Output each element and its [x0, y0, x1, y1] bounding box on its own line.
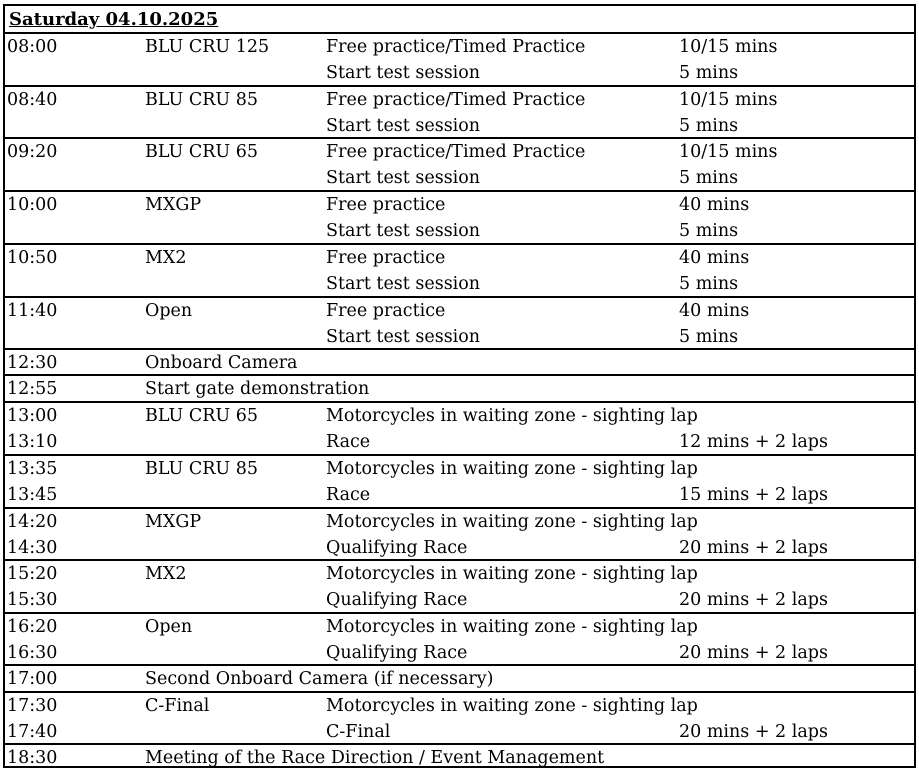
duration-cell: 15 mins + 2 laps [679, 485, 828, 505]
duration-cell: 10/15 mins [679, 90, 778, 110]
schedule-row [5, 640, 914, 666]
time-cell: 17:30 [7, 696, 58, 716]
class-cell: BLU CRU 65 [145, 406, 258, 426]
time-cell: 17:00 [7, 669, 58, 689]
session-cell: Start test session [326, 116, 481, 136]
duration-cell: 20 mins + 2 laps [679, 722, 828, 742]
duration-cell: 40 mins [679, 195, 750, 215]
time-cell: 10:50 [7, 248, 58, 268]
time-cell: 08:40 [7, 90, 58, 110]
schedule-row [5, 745, 914, 769]
duration-cell: 5 mins [679, 274, 739, 294]
session-cell: Motorcycles in waiting zone - sighting lap [326, 617, 698, 637]
class-cell: BLU CRU 85 [145, 90, 258, 110]
time-cell: 18:30 [7, 748, 58, 768]
duration-cell: 5 mins [679, 327, 739, 347]
schedule-row [5, 509, 914, 535]
session-cell: Start test session [326, 63, 481, 83]
duration-cell: 5 mins [679, 63, 739, 83]
class-cell: MXGP [145, 195, 202, 215]
schedule-row [5, 34, 914, 60]
session-cell: Motorcycles in waiting zone - sighting lap [326, 696, 698, 716]
schedule-row [5, 245, 914, 271]
duration-cell: 40 mins [679, 248, 750, 268]
session-cell: Free practice [326, 248, 446, 268]
class-cell: Open [145, 301, 193, 321]
schedule-block [5, 190, 914, 243]
duration-cell: 5 mins [679, 168, 739, 188]
class-cell: C-Final [145, 696, 210, 716]
session-cell: Qualifying Race [326, 590, 468, 610]
session-cell: Start test session [326, 327, 481, 347]
schedule-row [5, 271, 914, 297]
class-cell: MX2 [145, 248, 187, 268]
time-cell: 15:20 [7, 564, 58, 584]
time-cell: 14:20 [7, 512, 58, 532]
schedule-block [5, 137, 914, 190]
schedule-block [5, 243, 914, 296]
schedule-row [5, 60, 914, 86]
duration-cell: 5 mins [679, 221, 739, 241]
schedule-block [5, 296, 914, 348]
session-cell: Free practice [326, 301, 446, 321]
time-cell: 12:30 [7, 353, 58, 373]
schedule-block [5, 454, 914, 507]
duration-cell: 40 mins [679, 301, 750, 321]
time-cell: 17:40 [7, 722, 58, 742]
schedule-block [5, 401, 914, 454]
schedule-block [5, 507, 914, 559]
schedule-row [5, 376, 914, 400]
class-cell: MX2 [145, 564, 187, 584]
schedule-row [5, 113, 914, 139]
session-cell: Free practice/Timed Practice [326, 142, 586, 162]
schedule-block [5, 612, 914, 664]
class-cell: Open [145, 617, 193, 637]
time-cell: 12:55 [7, 379, 58, 399]
time-cell: 09:20 [7, 142, 58, 162]
schedule-row [5, 324, 914, 350]
time-cell: 14:30 [7, 538, 58, 558]
schedule-block [5, 85, 914, 137]
schedule-row [5, 350, 914, 374]
class-cell: MXGP [145, 512, 202, 532]
schedule-block [5, 559, 914, 612]
session-cell: Free practice/Timed Practice [326, 90, 586, 110]
session-cell: Motorcycles in waiting zone - sighting lap [326, 512, 698, 532]
duration-cell: 20 mins + 2 laps [679, 643, 828, 663]
schedule-block [5, 374, 914, 401]
duration-cell: 20 mins + 2 laps [679, 538, 828, 558]
session-cell: Start test session [326, 274, 481, 294]
schedule-row [5, 614, 914, 640]
schedule-row [5, 693, 914, 719]
schedule-block [5, 691, 914, 743]
schedule-row [5, 192, 914, 218]
schedule-row [5, 165, 914, 191]
time-cell: 13:35 [7, 459, 58, 479]
duration-cell: 20 mins + 2 laps [679, 590, 828, 610]
time-cell: 15:30 [7, 590, 58, 610]
session-cell: Qualifying Race [326, 643, 468, 663]
schedule-row [5, 87, 914, 113]
session-cell: Race [326, 432, 371, 452]
duration-cell: 10/15 mins [679, 37, 778, 57]
class-cell: Meeting of the Race Direction / Event Management [145, 748, 605, 768]
class-cell: Onboard Camera [145, 353, 298, 373]
schedule-row [5, 535, 914, 561]
schedule-row [5, 403, 914, 429]
time-cell: 08:00 [7, 37, 58, 57]
schedule-block [5, 664, 914, 691]
schedule-row [5, 482, 914, 508]
time-cell: 10:00 [7, 195, 58, 215]
schedule-row [5, 456, 914, 482]
schedule-block [5, 348, 914, 374]
schedule-block [5, 32, 914, 85]
duration-cell: 12 mins + 2 laps [679, 432, 828, 452]
schedule-row [5, 719, 914, 745]
duration-cell: 10/15 mins [679, 142, 778, 162]
duration-cell: 5 mins [679, 116, 739, 136]
schedule-date-title: Saturday 04.10.2025 [9, 9, 219, 30]
schedule-block [5, 743, 914, 766]
schedule-row [5, 139, 914, 165]
time-cell: 16:30 [7, 643, 58, 663]
schedule-row [5, 298, 914, 324]
session-cell: Start test session [326, 168, 481, 188]
class-cell: BLU CRU 85 [145, 459, 258, 479]
schedule-row [5, 561, 914, 587]
class-cell: BLU CRU 125 [145, 37, 270, 57]
class-cell: Second Onboard Camera (if necessary) [145, 669, 494, 689]
session-cell: Race [326, 485, 371, 505]
time-cell: 13:00 [7, 406, 58, 426]
schedule-row [5, 666, 914, 690]
session-cell: Free practice [326, 195, 446, 215]
schedule-row [5, 587, 914, 613]
time-cell: 16:20 [7, 617, 58, 637]
time-cell: 11:40 [7, 301, 58, 321]
schedule-row [5, 429, 914, 455]
session-cell: Qualifying Race [326, 538, 468, 558]
time-cell: 13:10 [7, 432, 58, 452]
class-cell: Start gate demonstration [145, 379, 370, 399]
session-cell: C-Final [326, 722, 391, 742]
session-cell: Motorcycles in waiting zone - sighting lap [326, 459, 698, 479]
schedule-table [3, 4, 916, 768]
session-cell: Start test session [326, 221, 481, 241]
class-cell: BLU CRU 65 [145, 142, 258, 162]
time-cell: 13:45 [7, 485, 58, 505]
schedule-row [5, 218, 914, 244]
session-cell: Free practice/Timed Practice [326, 37, 586, 57]
session-cell: Motorcycles in waiting zone - sighting lap [326, 564, 698, 584]
session-cell: Motorcycles in waiting zone - sighting lap [326, 406, 698, 426]
